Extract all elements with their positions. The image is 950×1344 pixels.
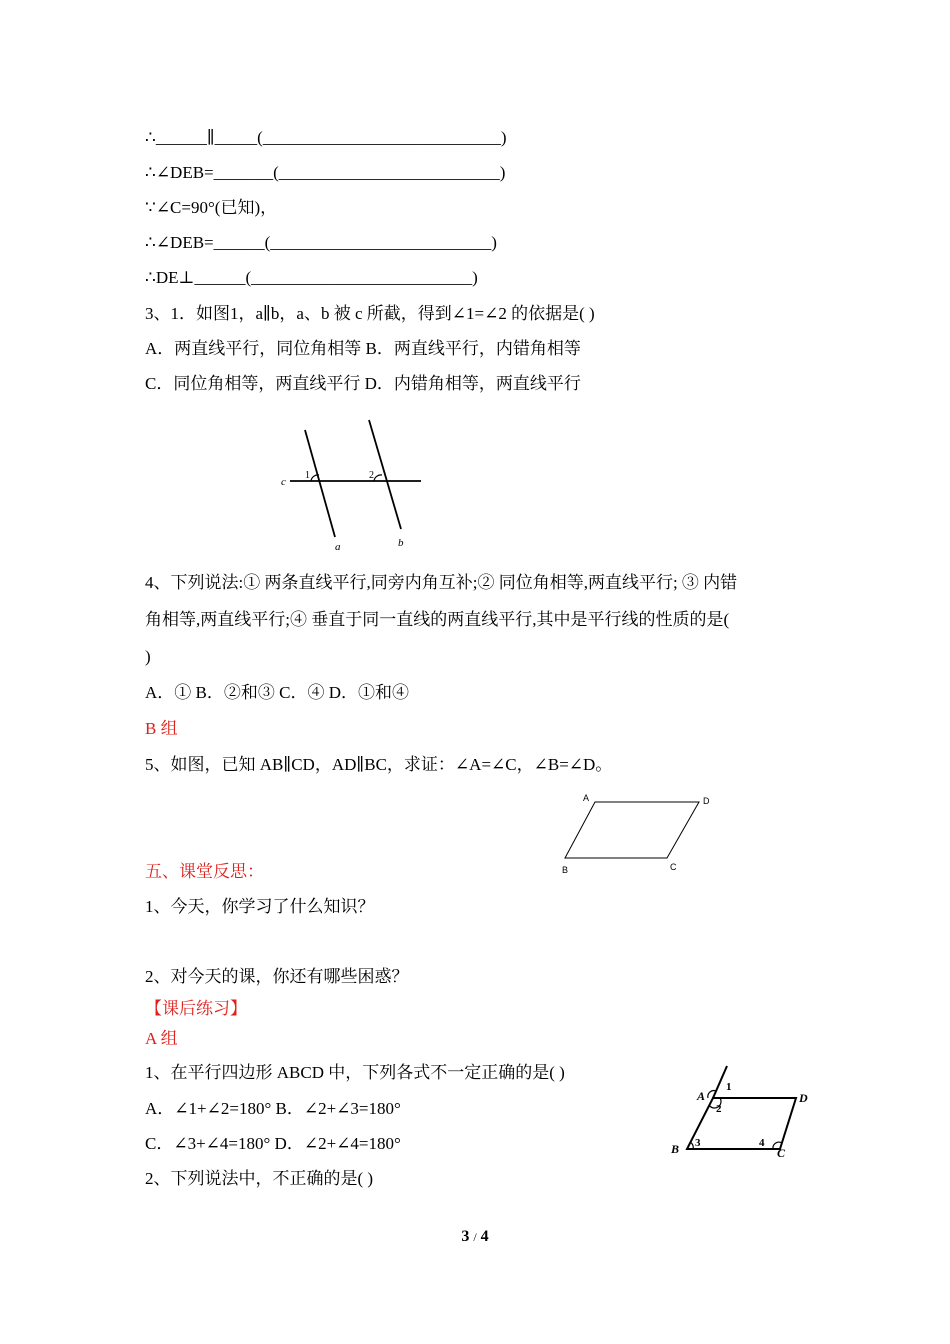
question-4-line-1: 4、下列说法:① 两条直线平行,同旁内角互补;② 同位角相等,两直线平行; ③ 内错 <box>145 573 738 592</box>
question-3: 3、1．如图1，a∥b，a、b 被 c 所截，得到∠1=∠2 的依据是( ) <box>145 304 595 323</box>
label-B: B <box>562 865 569 875</box>
proof-step-perpendicular: ∴DE⊥______(__________________________) <box>145 268 478 287</box>
page-number <box>0 1228 950 1246</box>
label-C: C <box>777 1146 786 1160</box>
section-reflection: 五、课堂反思： <box>145 862 264 881</box>
proof-step-angle-deb-1: ∴∠DEB=_______(__________________________) <box>145 163 506 182</box>
homework-question-2: 2、下列说法中，不正确的是( ) <box>145 1169 374 1188</box>
figure-parallelogram-abcd <box>555 790 725 880</box>
label-A: A <box>697 1089 706 1103</box>
label-angle-1: 1 <box>305 470 310 481</box>
label-D: D <box>799 1091 808 1105</box>
figure-parallel-lines <box>275 415 435 555</box>
question-3-options-ab: A．两直线平行，同位角相等 B．两直线平行，内错角相等 <box>145 339 581 358</box>
label-B: B <box>671 1142 680 1156</box>
label-a: a <box>335 541 341 553</box>
page-total: 4 <box>480 1228 489 1245</box>
label-b: b <box>398 537 404 549</box>
homework-question-1-options-cd: C．∠3+∠4=180° D．∠2+∠4=180° <box>145 1134 401 1153</box>
question-3-options-cd: C．同位角相等，两直线平行 D．内错角相等，两直线平行 <box>145 374 581 393</box>
label-angle-3: 3 <box>695 1137 701 1149</box>
homework-question-1-options-ab: A．∠1+∠2=180° B．∠2+∠3=180° <box>145 1099 401 1118</box>
label-c: c <box>281 476 286 488</box>
question-4-line-2: 角相等,两直线平行;④ 垂直于同一直线的两直线平行,其中是平行线的性质的是( <box>145 610 730 629</box>
label-C: C <box>670 862 677 872</box>
label-A: A <box>583 793 590 803</box>
question-5: 5、如图，已知 AB∥CD，AD∥BC，求证：∠A=∠C，∠B=∠D。 <box>145 755 613 774</box>
figure-parallelogram-angles <box>665 1060 825 1160</box>
section-homework: 【课后练习】 <box>145 999 247 1018</box>
homework-question-1: 1、在平行四边形 ABCD 中，下列各式不一定正确的是( ) <box>145 1063 565 1082</box>
page-separator: / <box>473 1230 477 1244</box>
label-angle-1: 1 <box>726 1081 732 1093</box>
reflection-question-1: 1、今天，你学习了什么知识？ <box>145 897 375 916</box>
section-group-a: A 组 <box>145 1029 178 1048</box>
proof-step-angle-c: ∵∠C=90°(已知)， <box>145 198 278 217</box>
reflection-question-2: 2、对今天的课，你还有哪些困惑？ <box>145 967 409 986</box>
question-4-options: A．① B．②和③ C．④ D．①和④ <box>145 683 409 702</box>
label-angle-4: 4 <box>759 1137 765 1149</box>
section-group-b: B 组 <box>145 719 178 738</box>
label-D: D <box>703 796 710 806</box>
label-angle-2: 2 <box>716 1103 722 1115</box>
proof-step-parallel: ∴______∥_____(____________________________) <box>145 128 507 147</box>
page-current: 3 <box>461 1228 470 1245</box>
label-angle-2: 2 <box>369 470 374 481</box>
proof-step-angle-deb-2: ∴∠DEB=______(__________________________) <box>145 233 497 252</box>
question-4-line-3: ) <box>145 647 151 666</box>
